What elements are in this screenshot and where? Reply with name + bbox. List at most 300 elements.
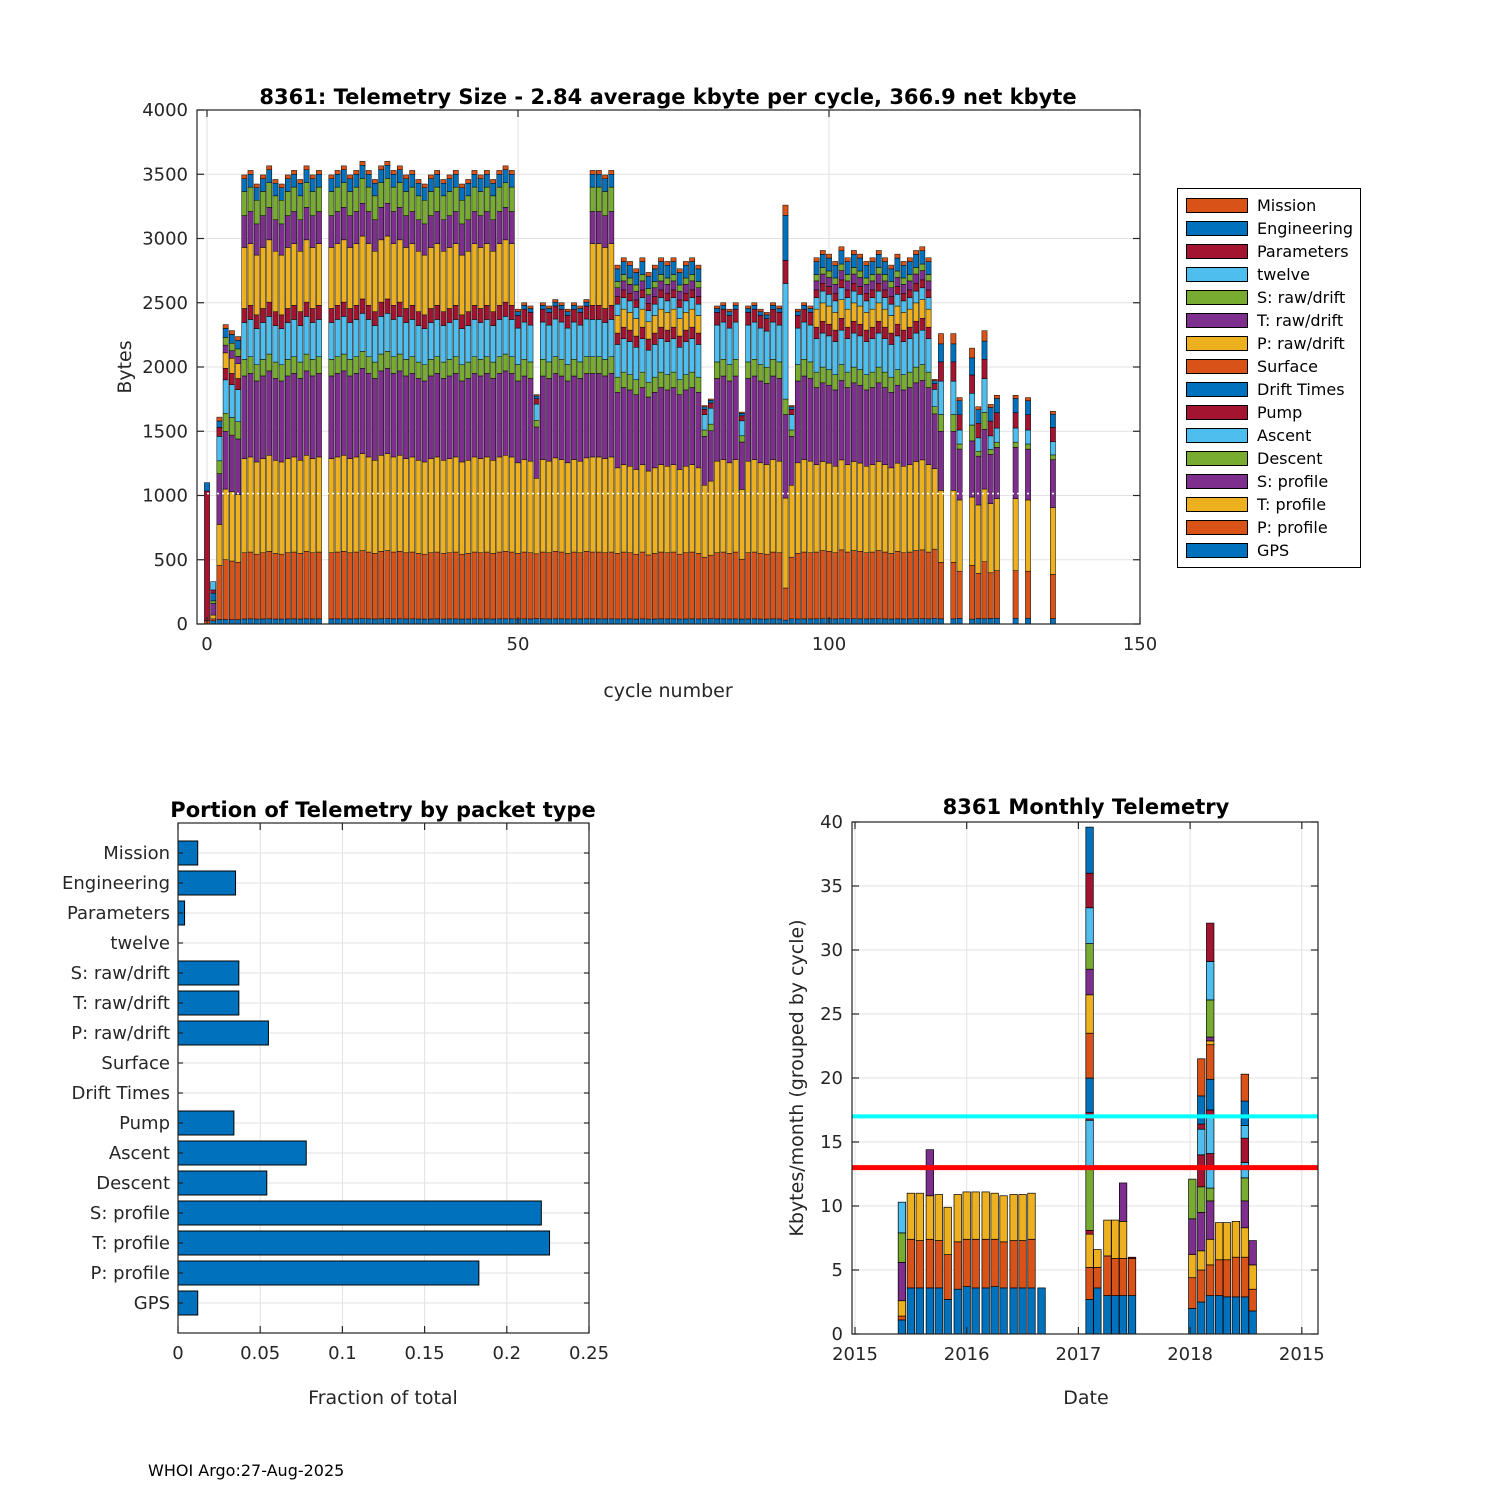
legend-label: Engineering <box>1257 218 1353 238</box>
bar-segment <box>491 220 496 251</box>
bar-segment <box>410 244 415 306</box>
bar-segment <box>752 303 757 306</box>
bar-segment <box>889 392 894 468</box>
bar-segment <box>1241 1101 1249 1125</box>
bar-segment <box>316 357 321 374</box>
bar-segment <box>1112 1220 1120 1258</box>
bar-segment <box>746 619 751 624</box>
bar-segment <box>833 312 838 330</box>
bar-segment <box>372 183 377 196</box>
bar-segment <box>441 196 446 220</box>
bar-segment <box>926 388 931 465</box>
bar-segment <box>907 309 912 327</box>
bar-segment <box>267 455 272 551</box>
bar-segment <box>528 362 533 379</box>
bar-segment <box>441 460 446 553</box>
bar-segment <box>615 392 620 468</box>
bar-segment <box>453 619 458 624</box>
bar-segment <box>895 336 900 370</box>
bar-segment <box>640 290 645 298</box>
bar-segment <box>347 359 352 376</box>
bar-segment <box>677 285 682 291</box>
bar-segment <box>304 316 309 354</box>
bar-segment <box>951 619 956 624</box>
bar-segment <box>547 553 552 619</box>
bar-segment <box>882 552 887 619</box>
bar-segment <box>764 464 769 554</box>
bar-segment <box>833 278 838 284</box>
bar-segment <box>870 274 875 280</box>
bar-segment <box>739 489 744 559</box>
bar-segment <box>491 362 496 378</box>
bar-segment <box>590 552 595 619</box>
bar-segment <box>341 455 346 551</box>
bar-segment <box>385 351 390 368</box>
bar-segment <box>403 323 408 360</box>
bar-segment <box>820 283 825 291</box>
bar-segment <box>360 619 365 624</box>
bar-segment <box>379 551 384 618</box>
bar-segment <box>907 619 912 624</box>
bar-segment <box>615 468 620 554</box>
bar-segment <box>851 321 856 333</box>
bar-segment <box>491 460 496 553</box>
bar-segment <box>665 342 670 375</box>
bar-segment <box>727 328 732 365</box>
telemetry-size-chart <box>142 100 1157 655</box>
bar-segment <box>708 431 713 481</box>
bar-segment <box>665 284 670 293</box>
bar-segment <box>864 312 869 330</box>
bar-segment <box>559 303 564 306</box>
bar <box>178 1021 268 1045</box>
bar-segment <box>1013 398 1018 412</box>
bar-segment <box>484 170 489 174</box>
portion-chart <box>62 823 609 1364</box>
bar-segment <box>515 312 520 316</box>
bar-segment <box>889 304 894 315</box>
bar-segment <box>391 187 396 211</box>
bar-segment <box>826 336 831 370</box>
bar-segment <box>833 466 838 553</box>
legend-item <box>1186 287 1356 307</box>
bar-segment <box>1119 1221 1127 1258</box>
bar-segment <box>913 274 918 283</box>
bar-segment <box>509 319 514 356</box>
bar-segment <box>901 265 906 278</box>
bar-segment <box>478 553 483 619</box>
bar-segment <box>248 212 253 244</box>
bar-segment <box>347 376 352 459</box>
bar-segment <box>497 373 502 457</box>
bar-segment <box>833 301 838 312</box>
bar-segment <box>833 553 838 619</box>
bar-segment <box>777 325 782 362</box>
bar-segment <box>889 553 894 618</box>
bar-segment <box>254 188 259 200</box>
bar-segment <box>578 553 583 619</box>
bar-segment <box>242 216 247 248</box>
bar-segment <box>882 388 887 465</box>
bar-segment <box>783 498 788 588</box>
bar-segment <box>285 247 290 308</box>
bar-segment <box>944 1255 952 1300</box>
bar-segment <box>211 582 216 590</box>
legend-label: GPS <box>1257 540 1290 560</box>
bar-segment <box>578 325 583 362</box>
bar-segment <box>895 463 900 551</box>
bar-segment <box>1241 1125 1249 1138</box>
bar-segment <box>851 303 856 321</box>
bar-segment <box>758 309 763 312</box>
bar-segment <box>459 329 464 365</box>
bar-segment <box>1215 1260 1223 1296</box>
bar-segment <box>1050 574 1055 618</box>
bar-segment <box>260 175 265 179</box>
bar-segment <box>1086 827 1094 873</box>
bar-segment <box>640 552 645 619</box>
y-tick-label: 20 <box>820 1068 843 1089</box>
category-label: twelve <box>110 933 170 954</box>
bar-segment <box>522 376 527 460</box>
bar-segment <box>459 224 464 255</box>
bar-segment <box>540 303 545 306</box>
bar-segment <box>491 619 496 624</box>
bar-segment <box>876 250 881 254</box>
bar-segment <box>808 325 813 362</box>
bar-segment <box>758 619 763 624</box>
bar-segment <box>764 554 769 619</box>
bar-segment <box>646 311 651 322</box>
bar-segment <box>920 271 925 280</box>
bar-segment <box>559 460 564 553</box>
bar-segment <box>802 359 807 376</box>
bar-segment <box>453 187 458 211</box>
bar-segment <box>845 274 850 280</box>
bar-segment <box>379 183 384 208</box>
bar-segment <box>329 175 334 179</box>
bar-segment <box>254 224 259 255</box>
bar-segment <box>602 619 607 624</box>
bar-segment <box>621 298 626 310</box>
bar-segment <box>926 281 931 290</box>
axis-box <box>178 823 589 1333</box>
legend-label: Drift Times <box>1257 379 1345 399</box>
category-label: S: raw/drift <box>70 963 170 984</box>
bar-segment <box>895 551 900 618</box>
bar-segment <box>652 269 657 282</box>
bar-segment <box>466 183 471 196</box>
bar-segment <box>304 240 309 302</box>
bar-segment <box>733 309 738 322</box>
bar-segment <box>298 619 303 624</box>
bar-segment <box>845 552 850 619</box>
bar-segment <box>913 267 918 274</box>
bar-segment <box>795 381 800 463</box>
bar-segment <box>969 497 974 565</box>
bar-segment <box>683 293 688 301</box>
bar-segment <box>316 244 321 306</box>
bar-segment <box>571 305 576 309</box>
bar-segment <box>410 187 415 211</box>
bar-segment <box>596 457 601 552</box>
legend-item <box>1186 425 1356 445</box>
bar-segment <box>509 619 514 624</box>
bar-segment <box>845 309 850 327</box>
bar-segment <box>864 619 869 624</box>
bar-segment <box>316 212 321 244</box>
bar-segment <box>640 258 645 262</box>
bar-segment <box>428 309 433 323</box>
category-label: Descent <box>96 1173 170 1194</box>
bar-segment <box>845 258 850 262</box>
bar-segment <box>472 552 477 619</box>
bar-segment <box>938 381 943 414</box>
bar-segment <box>316 187 321 211</box>
bar-segment <box>795 619 800 624</box>
bar-segment <box>833 342 838 375</box>
bar-segment <box>913 461 918 550</box>
bar-segment <box>260 179 265 192</box>
bar-segment <box>602 191 607 215</box>
legend-swatch-icon <box>1186 543 1248 558</box>
bar-segment <box>416 196 421 220</box>
legend-label: P: raw/drift <box>1257 333 1345 353</box>
bar-segment <box>279 329 284 365</box>
legend-label: Mission <box>1257 195 1317 215</box>
bar-segment <box>522 303 527 306</box>
bar-segment <box>935 1288 943 1334</box>
bar-segment <box>845 388 850 465</box>
bar-segment <box>341 166 346 170</box>
bar-segment <box>969 393 974 425</box>
bar-segment <box>683 390 688 466</box>
bar-segment <box>739 436 744 442</box>
bar-segment <box>1206 1239 1214 1265</box>
bar-segment <box>994 499 999 571</box>
bar-segment <box>864 553 869 619</box>
bar-segment <box>1050 442 1055 455</box>
bar-segment <box>895 306 900 324</box>
bar-segment <box>316 552 321 619</box>
bar-segment <box>845 619 850 624</box>
bar-segment <box>522 305 527 309</box>
bar-segment <box>702 485 707 557</box>
bar-segment <box>907 258 912 262</box>
bar-segment <box>898 1320 906 1334</box>
bar-segment <box>627 261 632 265</box>
bar-segment <box>783 283 788 399</box>
bar-segment <box>932 381 937 384</box>
bar-segment <box>260 309 265 323</box>
legend-item <box>1186 494 1356 514</box>
bar-segment <box>298 196 303 220</box>
bar-segment <box>907 465 912 552</box>
bar-segment <box>876 333 881 367</box>
bar-segment <box>683 342 688 375</box>
bar-segment <box>559 305 564 309</box>
bar-segment <box>447 179 452 192</box>
bar-segment <box>845 281 850 290</box>
legend-swatch-icon <box>1186 405 1248 420</box>
bar-segment <box>895 324 900 336</box>
bar-segment <box>571 359 576 376</box>
bar-segment <box>267 371 272 455</box>
bar-segment <box>752 460 757 553</box>
bar-segment <box>291 457 296 552</box>
bar-segment <box>901 312 906 330</box>
bar-segment <box>938 562 943 619</box>
bar-segment <box>484 552 489 619</box>
bar-segment <box>876 267 881 274</box>
bar-segment <box>1019 1194 1027 1240</box>
bar-segment <box>665 553 670 619</box>
bar-segment <box>677 380 682 395</box>
bar-segment <box>895 258 900 271</box>
bar-segment <box>1198 1155 1206 1187</box>
bar-segment <box>428 619 433 624</box>
bar-segment <box>1206 1041 1214 1045</box>
bar-segment <box>882 372 887 387</box>
bar-segment <box>366 319 371 356</box>
legend-item <box>1186 448 1356 468</box>
bar-segment <box>889 619 894 624</box>
bar-segment <box>590 174 595 187</box>
bar-segment <box>982 489 987 562</box>
bar-segment <box>839 264 844 271</box>
bar-segment <box>826 258 831 271</box>
y-tick-label: 3000 <box>142 228 188 250</box>
bar-segment <box>298 326 303 363</box>
bar-segment <box>229 385 234 418</box>
bar-segment <box>770 376 775 460</box>
bar-segment <box>795 463 800 554</box>
bar-segment <box>211 590 216 593</box>
bar-segment <box>826 294 831 306</box>
bar-segment <box>1128 1257 1136 1258</box>
bar-segment <box>957 449 962 500</box>
bar-segment <box>627 342 632 375</box>
bar-segment <box>1000 1242 1008 1288</box>
bar-segment <box>515 463 520 554</box>
bar-segment <box>1128 1296 1136 1334</box>
bar-segment <box>758 463 763 554</box>
bar-segment <box>559 359 564 376</box>
bar-segment <box>484 357 489 374</box>
bar-segment <box>690 619 695 624</box>
bar-segment <box>447 323 452 360</box>
bar-segment <box>578 461 583 553</box>
bar-segment <box>1198 1251 1206 1270</box>
bar-segment <box>422 381 427 462</box>
bar-segment <box>1013 428 1018 442</box>
bar-segment <box>497 170 502 174</box>
bar-segment <box>304 170 309 183</box>
bar-segment <box>360 203 365 236</box>
bar-segment <box>211 619 216 621</box>
bar-segment <box>714 378 719 461</box>
bar-segment <box>627 619 632 624</box>
bar-segment <box>391 552 396 619</box>
bar-segment <box>839 251 844 264</box>
bar-segment <box>515 553 520 618</box>
bar-segment <box>658 309 663 327</box>
legend-swatch-icon <box>1186 520 1248 535</box>
bar-segment <box>839 300 844 319</box>
bar-segment <box>882 274 887 280</box>
bar-segment <box>882 258 887 262</box>
bar-segment <box>273 183 278 196</box>
bar-segment <box>522 309 527 322</box>
bar-segment <box>677 273 682 285</box>
bar-segment <box>596 373 601 457</box>
bar-segment <box>242 323 247 360</box>
bar-segment <box>590 319 595 356</box>
bar-segment <box>609 244 614 306</box>
bar-segment <box>926 465 931 552</box>
bar-segment <box>329 323 334 360</box>
bar-segment <box>621 274 626 280</box>
bar-segment <box>254 329 259 365</box>
bar-segment <box>972 1239 980 1288</box>
bar-segment <box>808 553 813 619</box>
bar-segment <box>335 170 340 174</box>
bar-segment <box>826 551 831 618</box>
bar-segment <box>1198 1187 1206 1213</box>
bar-segment <box>671 327 676 339</box>
bar-segment <box>752 376 757 460</box>
bar-segment <box>727 553 732 618</box>
bar-segment <box>739 413 744 415</box>
bar-segment <box>509 305 514 319</box>
bar-segment <box>826 324 831 336</box>
bar-segment <box>609 319 614 356</box>
bar-segment <box>696 344 701 377</box>
bar-segment <box>472 187 477 211</box>
bar-segment <box>627 330 632 341</box>
bar-segment <box>441 619 446 624</box>
bar-segment <box>721 376 726 460</box>
bar-segment <box>920 619 925 624</box>
bar-segment <box>335 357 340 374</box>
bar-segment <box>509 187 514 211</box>
bar-segment <box>584 458 589 551</box>
bar-segment <box>366 457 371 552</box>
bar-segment <box>497 174 502 187</box>
bar-segment <box>963 1239 971 1286</box>
bar-segment <box>1010 1241 1018 1288</box>
bar-segment <box>814 281 819 290</box>
bar-segment <box>783 399 788 414</box>
bar-segment <box>248 174 253 187</box>
bar-segment <box>1189 1219 1197 1255</box>
bar-segment <box>1038 1288 1046 1334</box>
legend-item <box>1186 356 1356 376</box>
bar-segment <box>1000 1196 1008 1242</box>
bar-segment <box>658 258 663 262</box>
bar-segment <box>696 553 701 618</box>
bar-segment <box>901 293 906 301</box>
bar-segment <box>764 319 769 331</box>
bar-segment <box>696 468 701 554</box>
bar-segment <box>991 1239 999 1286</box>
bar-segment <box>229 417 234 435</box>
bar-segment <box>540 619 545 624</box>
bar-segment <box>528 312 533 325</box>
bar-segment <box>484 305 489 319</box>
bar-segment <box>677 469 682 554</box>
bar-segment <box>901 278 906 284</box>
